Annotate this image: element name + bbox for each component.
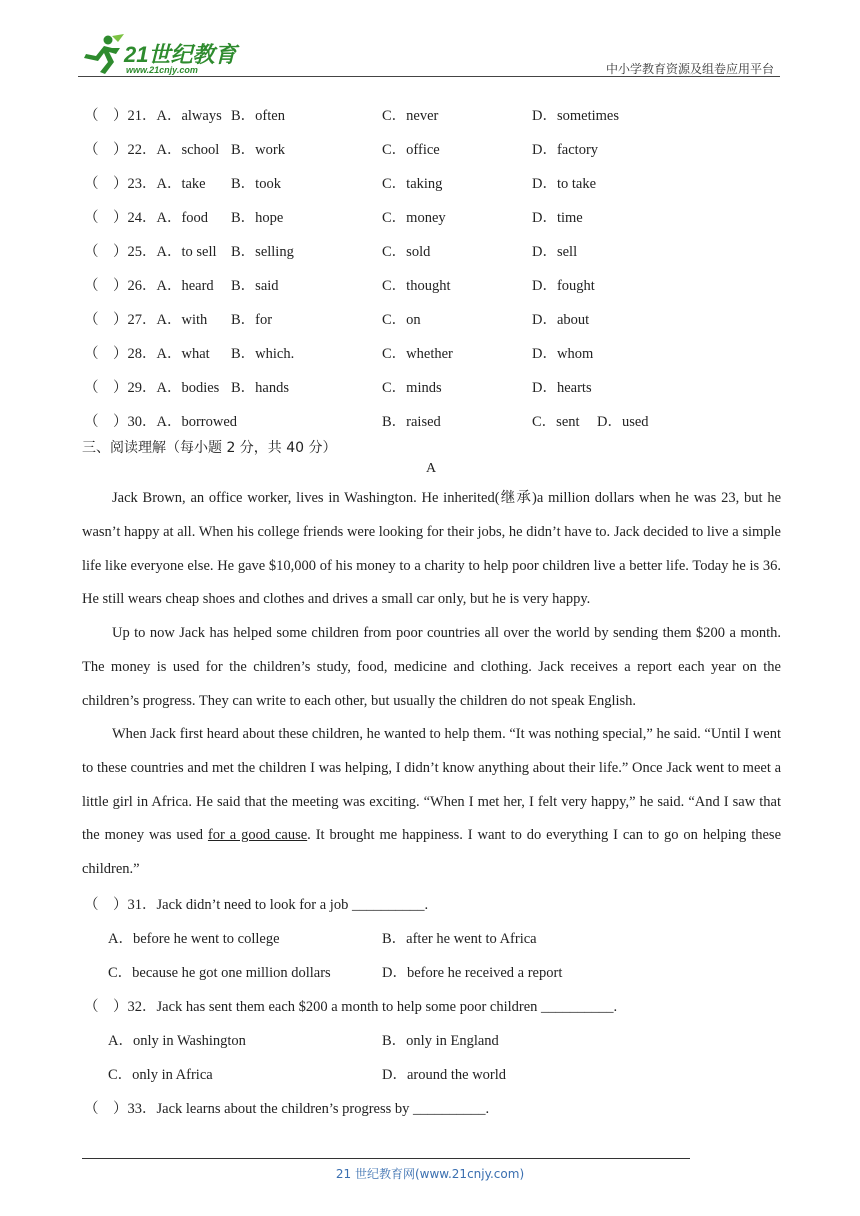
answer-blank: （: [84, 380, 99, 396]
option-c: C．taking: [382, 176, 443, 192]
option-c: C．sent: [532, 414, 580, 430]
option-d: D．about: [532, 312, 590, 328]
logo-text: 21世纪教育: [124, 42, 237, 67]
option-c: C．minds: [382, 380, 442, 396]
answer-blank: （: [84, 1101, 99, 1117]
option-a: ）25．A．to sell: [113, 244, 217, 260]
answer-blank: （: [84, 897, 99, 913]
option-c: C．sold: [382, 244, 431, 260]
option-a: A．only in Washington: [108, 1033, 246, 1049]
option-c: C．only in Africa: [108, 1067, 213, 1083]
option-b: B．hope: [231, 210, 284, 226]
option-a: ）26．A．heard: [113, 278, 214, 294]
logo: [78, 32, 248, 78]
option-a: A．before he went to college: [108, 931, 280, 947]
platform-name: 中小学教育资源及组卷应用平台: [605, 62, 774, 76]
option-b: B．which.: [231, 346, 295, 362]
option-b: B．only in England: [382, 1033, 499, 1049]
answer-blank: （: [84, 414, 99, 430]
option-a: ）24．A．food: [113, 210, 209, 226]
answer-blank: （: [84, 210, 99, 226]
option-b: B．often: [231, 108, 285, 124]
option-d: D．used: [597, 414, 649, 430]
underlined-phrase: for a good cause: [207, 827, 308, 844]
option-d: D．sell: [532, 244, 578, 260]
option-c: C．because he got one million dollars: [108, 965, 331, 981]
answer-blank: （: [84, 312, 99, 328]
runner-logo-icon: [78, 32, 126, 76]
passage-paragraph-2: Up to now Jack has helped some children from poor countries all over the world by sending them $200 a month. The money is used for the children’s study, food, medicine and clothing. Jack receives a report each year on the children’s progress. They can write to each other, but usually the children do not speak English.: [82, 625, 781, 709]
question-stem: ）33．Jack learns about the children’s progress by __________.: [113, 1101, 490, 1117]
option-a: ）30．A．borrowed: [113, 414, 238, 430]
footer-link[interactable]: 21 世纪教育网(www.21cnjy.com): [335, 1167, 525, 1181]
header-divider: [78, 76, 780, 77]
option-d: D．sometimes: [532, 108, 619, 124]
option-d: D．to take: [532, 176, 597, 192]
option-c: C．on: [382, 312, 421, 328]
question-stem: ）31．Jack didn’t need to look for a job __________.: [113, 897, 429, 913]
option-d: D．time: [532, 210, 583, 226]
option-b: B．raised: [382, 414, 441, 430]
answer-blank: （: [84, 142, 99, 158]
answer-blank: （: [84, 176, 99, 192]
paragraph-text: When Jack first heard about these children, he wanted to help them. “It was nothing special,” he said. “Until I went to these countries and met the children I was helping, I didn’t know anything about their life.” Once Jack went to meet a little girl in Africa. He said that the meeting was exciting. “When I met her, I felt very happy,” he said. “And I saw that the money was used: [82, 726, 781, 844]
option-c: C．office: [382, 142, 440, 158]
option-c: C．never: [382, 108, 439, 124]
option-a: ）27．A．with: [113, 312, 208, 328]
answer-blank: （: [84, 999, 99, 1015]
question-stem: ）32．Jack has sent them each $200 a month to help some poor children __________.: [113, 999, 618, 1015]
answer-blank: （: [84, 244, 99, 260]
passage-label: A: [426, 461, 437, 476]
logo-url: www.21cnjy.com: [126, 65, 198, 75]
option-a: ）21．A．always: [113, 108, 222, 124]
option-c: C．money: [382, 210, 446, 226]
option-b: B．took: [231, 176, 281, 192]
option-b: B．after he went to Africa: [382, 931, 537, 947]
answer-blank: （: [84, 108, 99, 124]
footer-divider: [82, 1158, 690, 1159]
option-b: B．work: [231, 142, 285, 158]
option-d: D．whom: [532, 346, 594, 362]
paragraph-text: . It brought me happiness. I want to do everything I can to go on helping these children.”: [82, 827, 782, 878]
option-a: ）22．A．school: [113, 142, 220, 158]
option-b: B．said: [231, 278, 279, 294]
option-d: D．around the world: [382, 1067, 507, 1083]
option-c: C．thought: [382, 278, 451, 294]
option-d: D．hearts: [532, 380, 592, 396]
passage-paragraph-1: Jack Brown, an office worker, lives in Washington. He inherited(继承)a million dollars when he was 23, but he wasn’t happy at all. When his college friends were looking for their jobs, he didn’t have to. Jack decided to live a simple life like everyone else. He gave $10,000 of his money to a charity to help poor children live a better life. Today he is 36. He still wears cheap shoes and clothes and drives a small car only, but he is very happy.: [82, 490, 781, 608]
option-d: D．before he received a report: [382, 965, 563, 981]
option-b: B．hands: [231, 380, 289, 396]
answer-blank: （: [84, 278, 99, 294]
option-a: ）28．A．what: [113, 346, 210, 362]
option-d: D．factory: [532, 142, 599, 158]
option-d: D．fought: [532, 278, 595, 294]
passage-paragraph-3: [82, 718, 781, 887]
option-b: B．selling: [231, 244, 294, 260]
option-a: ）23．A．take: [113, 176, 206, 192]
section-title: 三、阅读理解（每小题 2 分，共 40 分）: [82, 440, 337, 456]
option-c: C．whether: [382, 346, 453, 362]
option-b: B．for: [231, 312, 273, 328]
answer-blank: （: [84, 346, 99, 362]
option-a: ）29．A．bodies: [113, 380, 220, 396]
page-header: [78, 28, 780, 80]
